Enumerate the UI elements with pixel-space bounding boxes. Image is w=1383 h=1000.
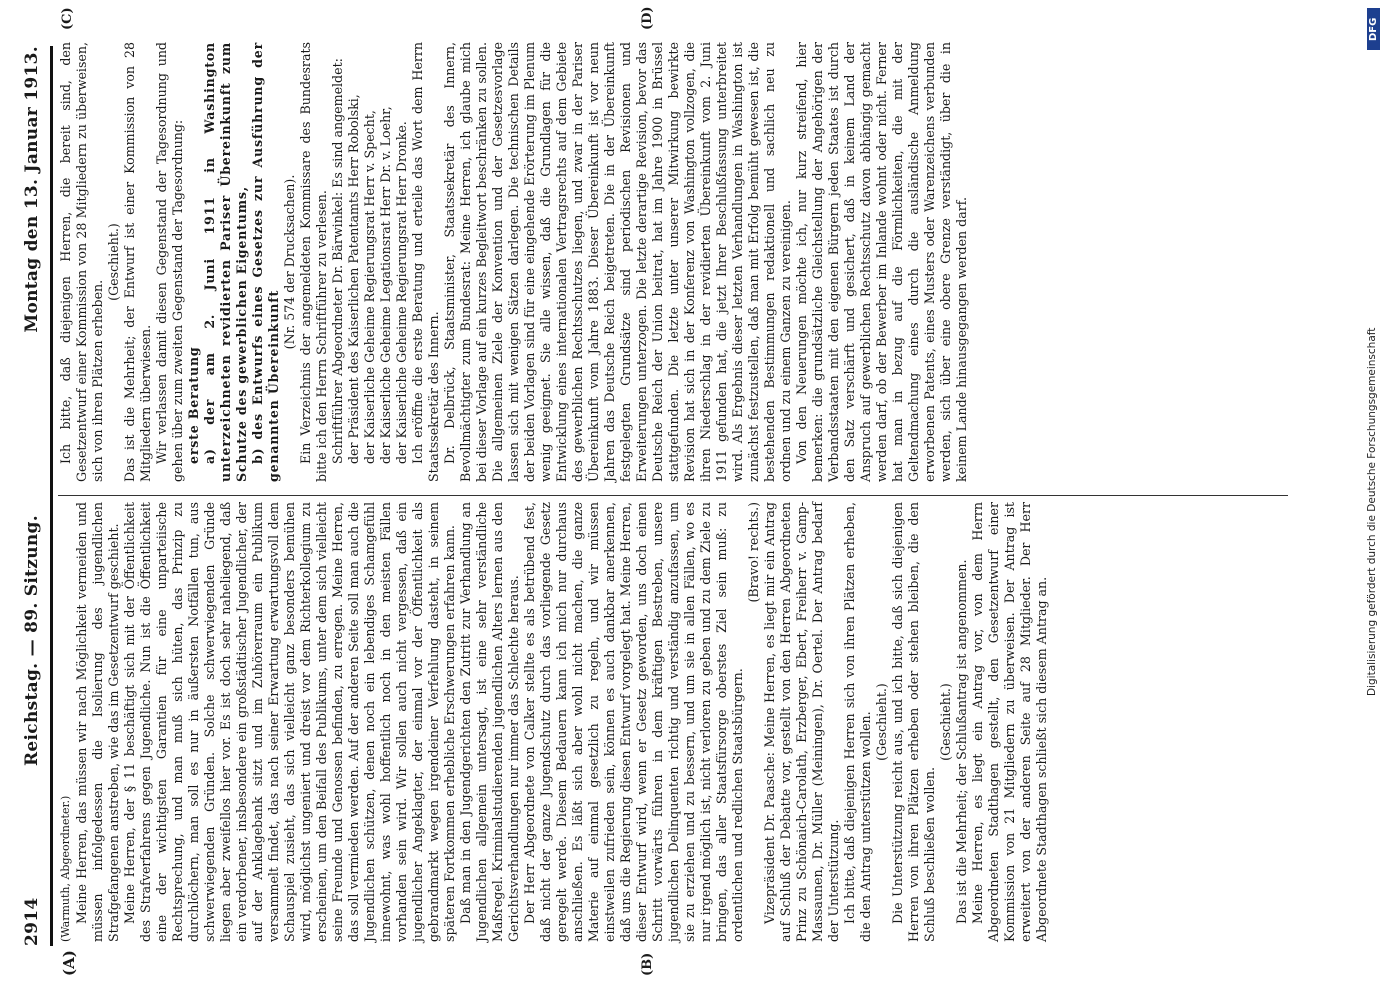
paragraph: Dr. Delbrück, Staatsminister, Staatssekretär des Innern, Bevollmächtigter zum Bundesrat: Meine Herren, ich glaube mich bei dieser Vorlage auf ein kurzes Begleitwort beschränken zu sollen. Die allgemeinen Ziele der Konvention und der Gesetzesvorlage lassen sich mit wenigen Sätzen darlegen. Die technischen Details der beiden Vorlagen sind für eine eingehende Erörterung im Plenum wenig geeignet. Sie alle wissen, daß die Grundlagen für die Entwicklung eines internationalen Vertragsrechts auf dem Gebiete des gewerblichen Rechtsschutzes liegen, und zwar in der Pariser Übereinkunft vom Jahre 1883. Dieser Übereinkunft ist vor neun Jahren das Deutsche Reich beigetreten. Die in der Übereinkunft festgelegten Grundsätze sind periodischen Revisionen und Erweiterungen unterzogen. Die letzte derartige Revision, bevor das Deutsche Reich der Union beitrat, hat im Jahre 1900 in Brüssel stattgefunden. Die letzte unter unserer Mitwirkung bewirkte Revision hat sich in der Konferenz von Washington vollzogen, die ihren Niederschlag in der revidierten Übereinkunft vom 2. Juni 1911 gefunden hat, die jetzt Ihrer Beschlußfassung unterbreitet wird. Als Ergebnis dieser letzten Verhandlungen in Washington ist zunächst festzustellen, daß man mit Erfolg bemüht gewesen ist, die bestehenden Bestimmungen redaktionell und sachlich neu zu ordnen und zu einem Ganzen zu vereinigen. — [442, 42, 793, 482]
digitization-note: Digitalisierung gefördert durch die Deutsche Forschungsgemeinschaft — [1366, 327, 1378, 696]
paragraph: b) des Entwurfs eines Gesetzes zur Ausführung der genannten Übereinkunft — [250, 42, 281, 482]
left-column — [58, 502, 1050, 942]
paragraph: (Nr. 574 der Drucksachen). — [282, 174, 297, 350]
paragraph: Ich eröffne die erste Beratung und erteile das Wort dem Herrn Staatssekretär des Innern. — [410, 42, 441, 482]
paragraph: (Geschieht.) — [874, 683, 889, 761]
paragraph: Von den Neuerungen möchte ich, nur kurz streifend, hier bemerken: die grundsätzliche Gleichstellung der Angehörigen der Verbandsstaaten mit den eigenen Bürgern jeden Staates ist durch den Satz verschärft und gesichert, daß in keinem Land der Anspruch auf gewerblichen Rechtsschutz davon abhängig gemacht werden darf, ob der Bewerber im Inlande wohnt oder nicht. Ferner hat man in bezug auf die Förmlichkeiten, die mit der Geltendmachung eines durch die ausländische Anmeldung erworbenen Patents, eines Musters oder Warenzeichens verbunden werden, sich über eine obere Grenze verständigt, über die in keinem Lande hinausgegangen werden darf. — [794, 42, 969, 482]
paragraph: Ich bitte, daß diejenigen Herren, die bereit sind, den Gesetzentwurf einer Kommission von 28 Mitgliedern zu überweisen, sich von ihren Plätzen erheben. — [58, 42, 105, 482]
paragraph: der Kaiserliche Geheime Legationsrat Herr Dr. v. Loehr, — [378, 106, 393, 464]
paragraph: (Geschieht.) — [938, 683, 953, 761]
paragraph: a) der am 2. Juni 1911 in Washington unterzeichneten revidierten Pariser Übereinkunft zum Schutze des gewerblichen Eigentums, — [202, 42, 249, 482]
session-title: Reichstag. — 89. Sitzung. — [22, 515, 42, 766]
margin-marker-c: (C) — [60, 7, 75, 30]
session-date: Montag den 13. Januar 1913. — [22, 46, 42, 333]
paragraph: der Kaiserliche Geheime Regierungsrat Herr Dronke. — [394, 121, 409, 464]
paragraph: Ein Verzeichnis der angemeldeten Kommissare des Bundesrats bitte ich den Herrn Schriftführer zu verlesen. — [298, 42, 329, 482]
paragraph: Meine Herren, der § 11 beschäftigt sich mit der Öffentlichkeit des Strafverfahrens gegen Jugendliche. Nun ist die Öffentlichkeit eine der wichtigsten Garantien für eine unparteiische Rechtsprechung, und man muß sich hüten, das Prinzip zu durchlöchern, man soll es nur in äußersten Notfällen tun, aus schwerwiegenden Gründen. Solche schwerwiegenden Gründe liegen aber zweifellos hier vor. Es ist doch sehr naheliegend, daß ein verdorbener, insbesondere ein großstädtischer Jugendlicher, der auf der Anklagebank sitzt und im Zuhörerraum ein Publikum versammelt findet, das nach seiner Erwartung erwartungsvoll dem Schauspiel zusieht, das sich vielleicht ganz besonders bemühen wird, möglichst ungeniert und dreist vor dem Richterkollegium zu erscheinen, um den Beifall des Publikums, unter dem sich vielleicht seine Freunde und Genossen befinden, zu erregen. Meine Herren, das soll vermieden werden. Auf der anderen Seite soll man auch die Jugendlichen schützen, denen noch ein lebendiges Schamgefühl innewohnt, was wohl hoffentlich noch in den meisten Fällen vorhanden sein wird. Wir sollen auch nicht vergessen, daß ein jugendlicher Angeklagter, der einmal vor der Öffentlichkeit als gebrandmarkt wegen irgendeiner Verfehlung dasteht, in seinem späteren Fortkommen erhebliche Erschwerungen erfahren kann. — [122, 502, 457, 942]
paragraph: (Bravo! rechts.) — [746, 502, 761, 603]
header-rule — [50, 46, 53, 946]
margin-marker-d: (D) — [640, 6, 655, 30]
paragraph: Das ist die Mehrheit; der Entwurf ist einer Kommission von 28 Mitgliedern überwiesen. — [122, 42, 153, 482]
paragraph: Die Unterstützung reicht aus, und ich bitte, daß sich diejenigen Herren von ihren Plätzen erheben oder stehen bleiben, die den Schluß beschließen wollen. — [890, 502, 937, 942]
margin-marker-a: (A) — [60, 950, 78, 976]
page-header — [22, 46, 48, 946]
paragraph: Wir verlassen damit diesen Gegenstand der Tagesordnung und gehen über zum zweiten Gegenstand der Tagesordnung: — [154, 42, 185, 482]
paragraph: Meine Herren, das müssen wir nach Möglichkeit vermeiden und müssen infolgedessen die Isolierung des jugendlichen Strafgefangenen anstreben, wie das im Gesetzentwurf geschieht. — [74, 502, 121, 942]
column-divider — [58, 495, 1288, 496]
paragraph: der Kaiserliche Geheime Regierungsrat Herr v. Specht, — [362, 110, 377, 464]
paragraph: erste Beratung — [186, 346, 201, 464]
paragraph: (Warmuth, Abgeordneter.) — [59, 795, 72, 942]
paragraph: (Geschieht.) — [106, 223, 121, 301]
paragraph: Das ist die Mehrheit; der Schlußantrag ist angenommen. — [954, 559, 969, 924]
page-number: 2914 — [22, 897, 42, 946]
paragraph: Der Herr Abgeordnete von Calker stellte es als betrübend fest, daß nicht der ganze Jugendschutz durch das vorliegende Gesetz geregelt werde. Diesem Bedauern kann ich mich nur durchaus anschließen. Es läßt sich aber wohl nicht machen, die ganze Materie auf einmal gesetzlich zu regeln, und wir müssen einstweilen zufrieden sein, können es auch dankbar anerkennen, daß uns die Regierung diesen Entwurf vorgelegt hat. Meine Herren, dieser Entwurf wird, wenn er Gesetz geworden, uns doch einen Schritt vorwärts führen in dem kräftigen Bestreben, unsere jugendlichen Delinquenten richtig und verständig anzufassen, um sie zu erziehen und zu bessern, und um sie in allen Fällen, wo es nur irgend möglich ist, nicht verloren zu geben und zu dem Ziele zu bringen, das aller Staatsfürsorge oberstes Ziel sein muß: zu ordentlichen und redlichen Staatsbürgern. — [522, 502, 745, 942]
margin-marker-b: (B) — [640, 952, 655, 976]
right-column — [58, 42, 970, 482]
paragraph: Vizepräsident Dr. Paasche: Meine Herren, es liegt mir ein Antrag auf Schluß der Debatte vor, gestellt von den Herren Abgeordneten Prinz zu Schönaich-Carolath, Erzberger, Ebert, Freiherr v. Gamp-Massaunen, Dr. Müller (Meiningen), Dr. Oertel. Der Antrag bedarf der Unterstützung. — [762, 502, 841, 942]
dfg-logo: DFG — [1367, 8, 1380, 50]
paragraph: Meine Herren, es liegt ein Antrag vor, von dem Herrn Abgeordneten Stadthagen gestellt, den Gesetzentwurf einer Kommission von 21 Mitgliedern zu überweisen. Der Antrag ist erweitert von der anderen Seite auf 28 Mitglieder. Der Herr Abgeordnete Stadthagen schließt sich diesem Antrag an. — [970, 502, 1049, 942]
paragraph: der Präsident des Kaiserlichen Patentamts Herr Robolski, — [346, 94, 361, 464]
paragraph: Ich bitte, daß diejenigen Herren sich von ihren Plätzen erheben, die den Antrag unterstützen wollen. — [842, 502, 873, 942]
paragraph: Schriftführer Abgeordneter Dr. Bärwinkel: Es sind angemeldet: — [330, 58, 345, 464]
paragraph: Daß man in den Jugendgerichten den Zutritt zur Verhandlung an Jugendlichen allgemein untersagt, ist eine sehr verständliche Maßregel. Kriminalstudierenden jugendlichen Alters lernen aus den Gerichtsverhandlungen nur immer das Schlechte heraus. — [458, 502, 521, 942]
